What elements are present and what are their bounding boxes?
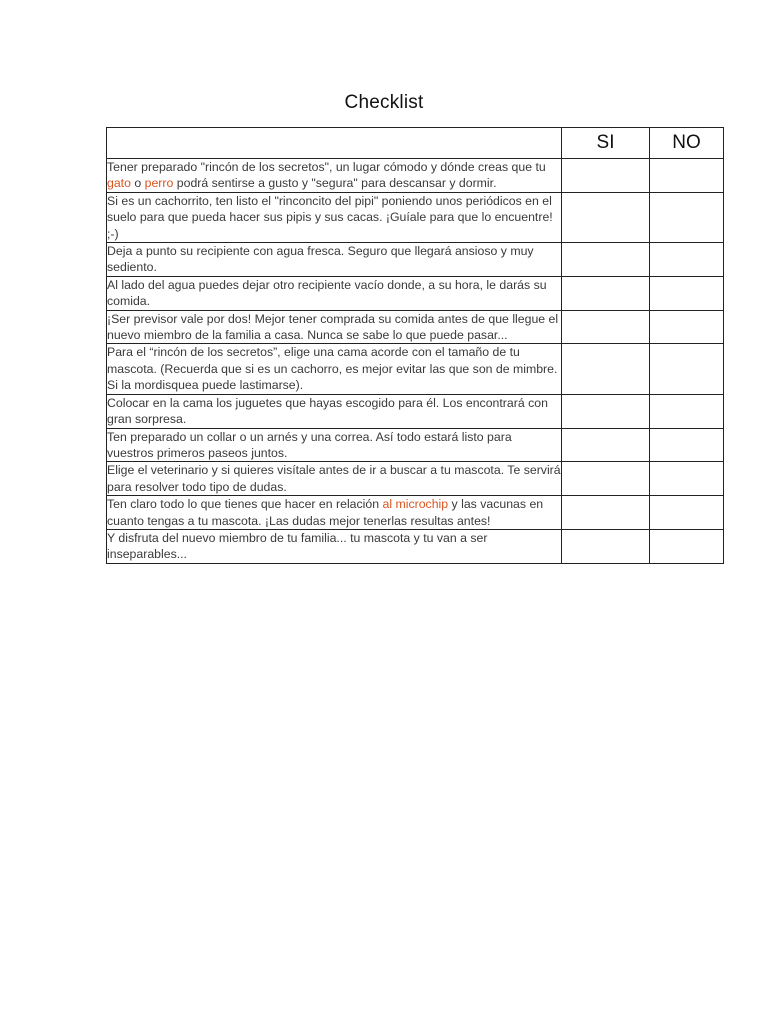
yes-checkbox-cell[interactable] (562, 496, 650, 530)
no-checkbox-cell[interactable] (650, 529, 724, 563)
task-column-header (107, 128, 562, 159)
no-checkbox-cell[interactable] (650, 159, 724, 193)
yes-checkbox-cell[interactable] (562, 243, 650, 277)
task-text-part: Tener preparado "rincón de los secretos", un lugar cómodo y dónde creas que tu (107, 160, 546, 174)
no-checkbox-cell[interactable] (650, 496, 724, 530)
yes-checkbox-cell[interactable] (562, 276, 650, 310)
task-text (107, 159, 562, 193)
task-text-part: podrá sentirse a gusto y "segura" para descansar y dormir. (173, 176, 497, 191)
task-text (107, 496, 562, 530)
task-text: Para el “rincón de los secretos”, elige una cama acorde con el tamaño de tu mascota. (Recuerda que si es un cachorro, es mejor evitar las que son de mimbre. Si la mordisquea puede lastimarse). (107, 344, 562, 394)
checklist-row (107, 394, 724, 428)
task-text: Colocar en la cama los juguetes que hayas escogido para él. Los encontrará con gran sorpresa. (107, 394, 562, 428)
link-gato[interactable]: gato (107, 176, 131, 191)
task-text-part: Ten claro todo lo que tienes que hacer en relación (107, 497, 383, 512)
checklist-table (106, 127, 724, 564)
yes-checkbox-cell[interactable] (562, 462, 650, 496)
no-checkbox-cell[interactable] (650, 243, 724, 277)
checklist-row (107, 159, 724, 193)
yes-checkbox-cell[interactable] (562, 192, 650, 242)
yes-checkbox-cell[interactable] (562, 394, 650, 428)
task-text-part: y las vacunas en cuanto tengas a tu mascota. ¡Las dudas mejor tenerlas resultas antes! (107, 497, 544, 528)
task-text: ¡Ser previsor vale por dos! Mejor tener comprada su comida antes de que llegue el nuevo miembro de la familia a casa. Nunca se sabe lo que puede pasar... (107, 310, 562, 344)
yes-checkbox-cell[interactable] (562, 529, 650, 563)
no-checkbox-cell[interactable] (650, 428, 724, 462)
no-checkbox-cell[interactable] (650, 394, 724, 428)
checklist-row (107, 310, 724, 344)
task-text: Elige el veterinario y si quieres visítale antes de ir a buscar a tu mascota. Te servirá para resolver todo tipo de dudas. (107, 463, 561, 494)
checklist-row (107, 462, 724, 496)
yes-checkbox-cell[interactable] (562, 159, 650, 193)
no-checkbox-cell[interactable] (650, 344, 724, 394)
task-text: Al lado del agua puedes dejar otro recipiente vacío donde, a su hora, le darás su comida. (107, 276, 562, 310)
no-checkbox-cell[interactable] (650, 462, 724, 496)
checklist-row (107, 529, 724, 563)
no-checkbox-cell[interactable] (650, 192, 724, 242)
no-checkbox-cell[interactable] (650, 310, 724, 344)
page-title: Checklist (344, 92, 424, 113)
yes-checkbox-cell[interactable] (562, 428, 650, 462)
checklist-row (107, 243, 724, 277)
checklist-row (107, 428, 724, 462)
no-column-header: NO (650, 128, 724, 159)
yes-checkbox-cell[interactable] (562, 344, 650, 394)
checklist-row (107, 496, 724, 530)
checklist-row (107, 192, 724, 242)
task-text: Deja a punto su recipiente con agua fresca. Seguro que llegará ansioso y muy sediento. (107, 243, 562, 277)
header-row (107, 128, 724, 159)
link-microchip[interactable]: al microchip (382, 497, 449, 512)
link-perro[interactable]: perro (144, 176, 174, 191)
no-checkbox-cell[interactable] (650, 276, 724, 310)
task-text: Ten preparado un collar o un arnés y una correa. Así todo estará listo para vuestros primeros paseos juntos. (107, 428, 562, 462)
yes-checkbox-cell[interactable] (562, 310, 650, 344)
yes-column-header: SI (562, 128, 650, 159)
task-text: Y disfruta del nuevo miembro de tu familia... tu mascota y tu van a ser inseparables... (107, 529, 562, 563)
task-text-part: o (130, 176, 145, 191)
checklist-row (107, 276, 724, 310)
checklist-row (107, 344, 724, 394)
task-text: Si es un cachorrito, ten listo el "rinconcito del pipi" poniendo unos periódicos en el suelo para que pueda hacer sus pipis y sus cacas. ¡Guíale para que lo encuentre! ;-) (107, 192, 562, 242)
